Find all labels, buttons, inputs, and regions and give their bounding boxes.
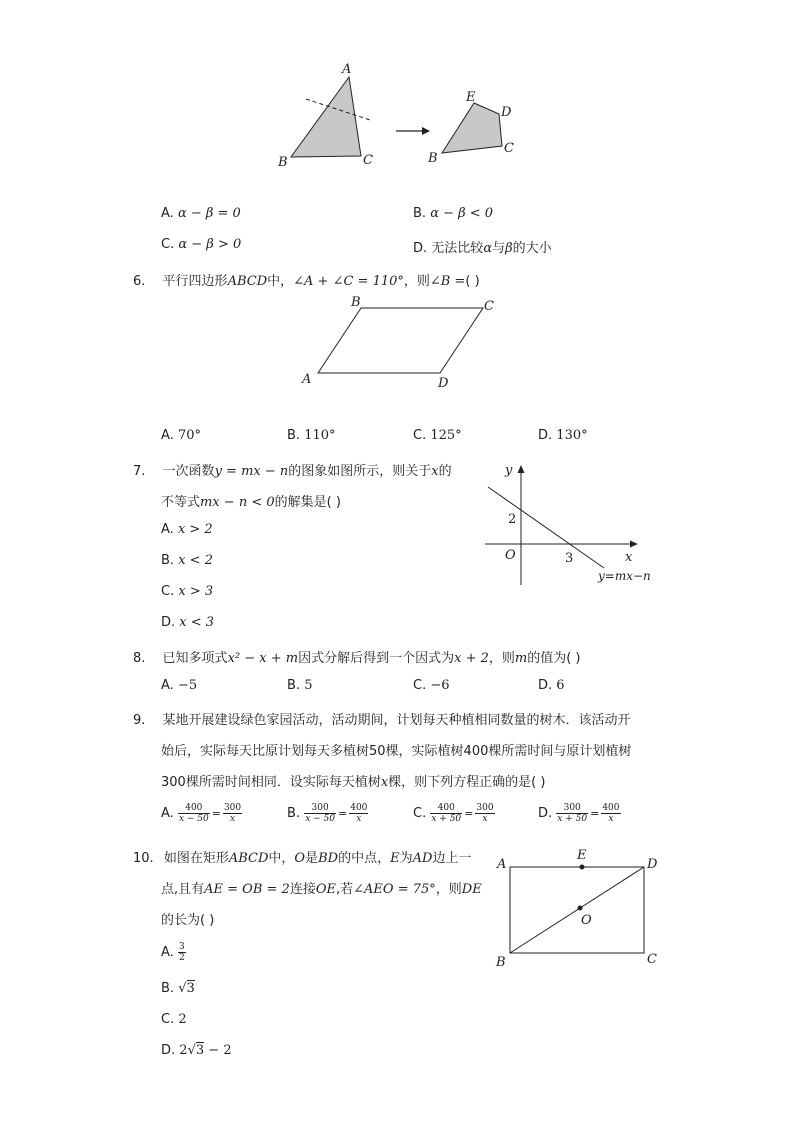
- q10-option-b-key: B.: [161, 981, 175, 996]
- q10-point-o: [578, 906, 583, 911]
- q7-option-b[interactable]: [161, 553, 213, 568]
- q10-l1f: BD: [318, 851, 339, 866]
- q9-l1: 某地开展建设绿色家园活动，活动期间，计划每天种植相同数量的树木．该活动开: [162, 713, 631, 728]
- q9-d-num2: 400: [602, 803, 620, 813]
- q8-option-d[interactable]: [538, 678, 565, 693]
- q7-y-arrow: [518, 465, 525, 473]
- q5-option-d-alpha: α: [483, 241, 493, 256]
- q8-option-d-text: 6: [556, 678, 565, 693]
- q6-option-a-text: 70°: [177, 428, 201, 443]
- q10-l2a: 点,且有: [161, 882, 205, 897]
- q5-label-d: D: [501, 105, 512, 120]
- q7-l2b: mx − n < 0: [200, 495, 275, 510]
- q10-d-pre: 2: [179, 1043, 188, 1058]
- q10-l1b: ABCD: [228, 851, 269, 866]
- q5-option-a-text: α − β = 0: [177, 206, 241, 221]
- q10-label-e: E: [577, 848, 587, 863]
- q9-option-b-key: B.: [287, 806, 301, 821]
- q8-d: 的值为( ): [527, 651, 581, 666]
- q9-question-line1: [133, 709, 631, 728]
- q10-option-d[interactable]: [161, 1043, 232, 1058]
- q6-option-a[interactable]: [161, 428, 201, 443]
- q8-option-b-text: 5: [304, 678, 313, 693]
- q5-option-c[interactable]: [161, 237, 241, 252]
- q6-option-b[interactable]: [287, 428, 336, 443]
- q9-a-den1: x − 50: [178, 814, 209, 824]
- q6-parallelogram: [318, 308, 483, 373]
- q7-l1b: y = mx − n: [214, 464, 289, 479]
- q7-question-line2: [161, 491, 341, 510]
- q8-b: 因式分解后得到一个因式为: [298, 651, 455, 666]
- q10-option-a[interactable]: [161, 942, 186, 963]
- q7-option-c-key: C.: [161, 584, 175, 599]
- q5-option-b-key: B.: [413, 206, 427, 221]
- q5-option-d-key: D.: [413, 241, 428, 256]
- q10-d-rad: 3: [195, 1043, 205, 1058]
- q6-text-mid: 中，: [267, 274, 294, 289]
- q7-option-b-key: B.: [161, 553, 175, 568]
- q5-pentagon-ebdc: [442, 103, 502, 153]
- q7-number: 7.: [133, 464, 146, 479]
- q10-label-o: O: [581, 913, 592, 928]
- q6-label-a: A: [302, 372, 312, 387]
- q10-diagonal-bd: [510, 867, 644, 953]
- q6-text-abcd: ABCD: [227, 274, 268, 289]
- q6-option-c-text: 125°: [430, 428, 462, 443]
- q6-option-a-key: A.: [161, 428, 174, 443]
- q10-l1d: O: [294, 851, 306, 866]
- q7-l1a: 一次函数: [162, 464, 215, 479]
- q6-label-c: C: [484, 299, 494, 314]
- q5-option-a-key: A.: [161, 206, 174, 221]
- q9-a-num1: 400: [178, 803, 210, 814]
- q9-b-den1: x − 50: [305, 814, 335, 824]
- q8-option-d-key: D.: [538, 678, 553, 693]
- q9-d-den2: x: [608, 814, 614, 824]
- q7-line-label: y=mx−n: [598, 569, 651, 583]
- q5-label-a: A: [342, 62, 352, 77]
- q7-question-line1: [133, 460, 452, 479]
- q8-c: ，则: [488, 651, 515, 666]
- q5-option-a[interactable]: [161, 206, 241, 221]
- q9-number: 9.: [133, 713, 146, 728]
- q7-option-c-text: x > 3: [178, 584, 214, 599]
- q10-l2f: ∠AEO = 75°: [353, 882, 436, 897]
- q6-option-d-key: D.: [538, 428, 553, 443]
- q8-option-a-key: A.: [161, 678, 174, 693]
- q7-l1e: 的: [438, 464, 452, 479]
- q10-l2g: ，则: [435, 882, 462, 897]
- q6-label-d: D: [438, 376, 449, 390]
- q10-label-c: C: [647, 952, 657, 967]
- q10-point-e: [580, 865, 585, 870]
- q9-l3a: 300棵所需时间相同．设实际每天植树: [161, 775, 381, 790]
- q10-c-text: 2: [178, 1012, 187, 1027]
- q9-d-den1: x + 50: [557, 814, 588, 824]
- q10-d-post: − 2: [204, 1043, 232, 1058]
- q9-b-num1: 300: [304, 803, 336, 814]
- q10-l1g: 的中点，: [338, 851, 391, 866]
- q10-l1k: 边上一: [432, 851, 472, 866]
- q10-option-c-key: C.: [161, 1012, 175, 1027]
- q7-origin-label: O: [505, 548, 516, 563]
- q10-l1h: E: [390, 851, 400, 866]
- q9-option-c[interactable]: C. $\frac{400}{x + 50}$ = $\frac{300}{x}$: [413, 803, 494, 824]
- q6-text-paren: ( ): [465, 274, 480, 289]
- q5-figure: [270, 55, 530, 175]
- q7-l2c: 的解集是( ): [274, 495, 341, 510]
- q6-text-ask1: ，则: [403, 274, 430, 289]
- q5-option-d[interactable]: [413, 237, 552, 256]
- q7-l1d: x: [431, 464, 439, 479]
- q10-l2d: OE: [315, 882, 336, 897]
- q10-l1j: AD: [412, 851, 433, 866]
- q8-option-c-key: C.: [413, 678, 427, 693]
- q10-option-c[interactable]: [161, 1012, 187, 1027]
- q6-label-b: B: [351, 295, 361, 310]
- q6-option-c[interactable]: [413, 428, 462, 443]
- q7-option-a-key: A.: [161, 522, 174, 537]
- q9-d-num1: 300: [556, 803, 588, 814]
- q5-option-d-mid: 与: [492, 241, 506, 256]
- q5-label-e: E: [466, 90, 476, 105]
- q5-option-c-key: C.: [161, 237, 175, 252]
- q9-c-num1: 400: [430, 803, 462, 814]
- q5-label-c2: C: [504, 141, 514, 156]
- q10-l1a: 如图在矩形: [163, 851, 229, 866]
- q10-l1i: 为: [399, 851, 413, 866]
- q10-b-rad: 3: [186, 981, 195, 996]
- q9-question-line3: [161, 771, 545, 790]
- q9-c-num2: 300: [476, 803, 494, 813]
- q5-option-b-text: α − β < 0: [430, 206, 494, 221]
- q9-l3b: 棵，则下列方程正确的是( ): [388, 775, 546, 790]
- q7-y-label: y: [505, 463, 513, 478]
- q6-text-pre: 平行四边形: [162, 274, 228, 289]
- q8-number: 8.: [133, 651, 146, 666]
- q9-option-d[interactable]: D. $\frac{300}{x + 50}$ = $\frac{400}{x}$: [538, 803, 620, 824]
- q5-label-c: C: [363, 153, 373, 168]
- q8-option-a[interactable]: [161, 678, 197, 693]
- q6-text-ask2: ∠B =: [429, 274, 466, 289]
- q8-option-a-text: −5: [177, 678, 198, 693]
- q10-option-a-key: A.: [161, 945, 174, 960]
- q8-option-c[interactable]: [413, 678, 450, 693]
- q7-option-a-text: x > 2: [177, 522, 213, 537]
- q9-a-num2: 300: [223, 803, 242, 813]
- q8-a: 已知多项式: [162, 651, 228, 666]
- q5-option-b[interactable]: [413, 206, 493, 221]
- q10-l2h: DE: [461, 882, 482, 897]
- q10-a-den: 2: [178, 953, 185, 963]
- q7-option-d[interactable]: [161, 615, 214, 630]
- q7-option-d-text: x < 3: [179, 615, 215, 630]
- q5-option-d-beta: β: [505, 241, 513, 256]
- q8-question: [133, 647, 581, 666]
- q8-mv: m: [514, 651, 528, 666]
- q9-option-d-key: D.: [538, 806, 553, 821]
- q9-l3x: x: [380, 775, 389, 790]
- q8-option-b-key: B.: [287, 678, 301, 693]
- q9-option-a[interactable]: A. $\frac{400}{x - 50}$ = $\frac{300}{x}$: [161, 803, 242, 824]
- q5-triangle-abc: [291, 77, 361, 157]
- q6-number: 6.: [133, 274, 146, 289]
- q10-l2b: AE = OB = 2: [204, 882, 290, 897]
- q10-l1e: 是: [305, 851, 319, 866]
- q10-number: 10.: [133, 851, 154, 866]
- q10-question-line3: [161, 909, 214, 928]
- q6-option-c-key: C.: [413, 428, 427, 443]
- q8-option-c-text: −6: [430, 678, 450, 693]
- q10-label-b: B: [496, 955, 506, 970]
- q8-f: x + 2: [454, 651, 489, 666]
- q6-option-d-text: 130°: [556, 428, 588, 443]
- sqrt-icon: √: [187, 1043, 196, 1058]
- q7-option-a[interactable]: [161, 522, 213, 537]
- q10-option-d-key: D.: [161, 1043, 176, 1058]
- q7-x-intercept-label: 3: [565, 551, 574, 566]
- q5-arrow-head: [422, 127, 430, 135]
- q7-x-arrow: [630, 541, 638, 548]
- q5-label-b2: B: [428, 151, 438, 166]
- q8-poly: x² − x + m: [227, 651, 299, 666]
- q7-x-label: x: [625, 550, 633, 565]
- q9-option-a-key: A.: [161, 806, 174, 821]
- q7-graph: [478, 455, 668, 590]
- q10-l1c: 中，: [268, 851, 295, 866]
- q8-option-b[interactable]: [287, 678, 312, 693]
- q9-c-den2: x: [482, 814, 488, 824]
- q10-option-b[interactable]: [161, 981, 195, 996]
- sqrt-icon: √: [178, 981, 187, 996]
- q6-option-b-text: 110°: [304, 428, 336, 443]
- q10-l3: 的长为( ): [161, 913, 215, 928]
- q7-option-b-text: x < 2: [178, 553, 213, 568]
- q5-option-d-pre: 无法比较: [431, 241, 484, 256]
- q10-figure: [490, 840, 670, 975]
- q9-option-c-key: C.: [413, 806, 427, 821]
- q9-b-den2: x: [356, 814, 362, 824]
- q5-label-b: B: [278, 155, 288, 170]
- q10-label-d: D: [647, 857, 658, 872]
- q9-b-num2: 400: [350, 803, 368, 813]
- q5-option-c-text: α − β > 0: [178, 237, 242, 252]
- q7-option-d-key: D.: [161, 615, 176, 630]
- q6-text-cond: ∠A + ∠C = 110°: [293, 274, 404, 289]
- q9-c-den1: x + 50: [431, 814, 462, 824]
- q7-y-intercept-label: 2: [508, 512, 517, 527]
- q10-a-num: 3: [178, 942, 185, 952]
- q10-l2c: 连接: [289, 882, 316, 897]
- q6-question: [133, 270, 480, 289]
- q10-question-line1: [133, 847, 471, 866]
- q7-option-c[interactable]: [161, 584, 213, 599]
- q9-l2: 始后，实际每天比原计划每天多植树50棵，实际植树400棵所需时间与原计划植树: [161, 744, 632, 759]
- q7-l1c: 的图象如图所示，则关于: [288, 464, 432, 479]
- q9-question-line2: [161, 740, 631, 759]
- q9-option-b[interactable]: B. $\frac{300}{x - 50}$ = $\frac{400}{x}$: [287, 803, 368, 824]
- q10-l2e: ,若: [336, 882, 354, 897]
- q6-option-b-key: B.: [287, 428, 301, 443]
- q5-option-d-post: 的大小: [512, 241, 552, 256]
- q6-option-d[interactable]: [538, 428, 588, 443]
- q7-l2a: 不等式: [161, 495, 201, 510]
- q6-figure: [295, 290, 505, 390]
- q9-a-den2: x: [230, 814, 236, 824]
- q10-label-a: A: [497, 857, 507, 872]
- q10-question-line2: [161, 878, 482, 897]
